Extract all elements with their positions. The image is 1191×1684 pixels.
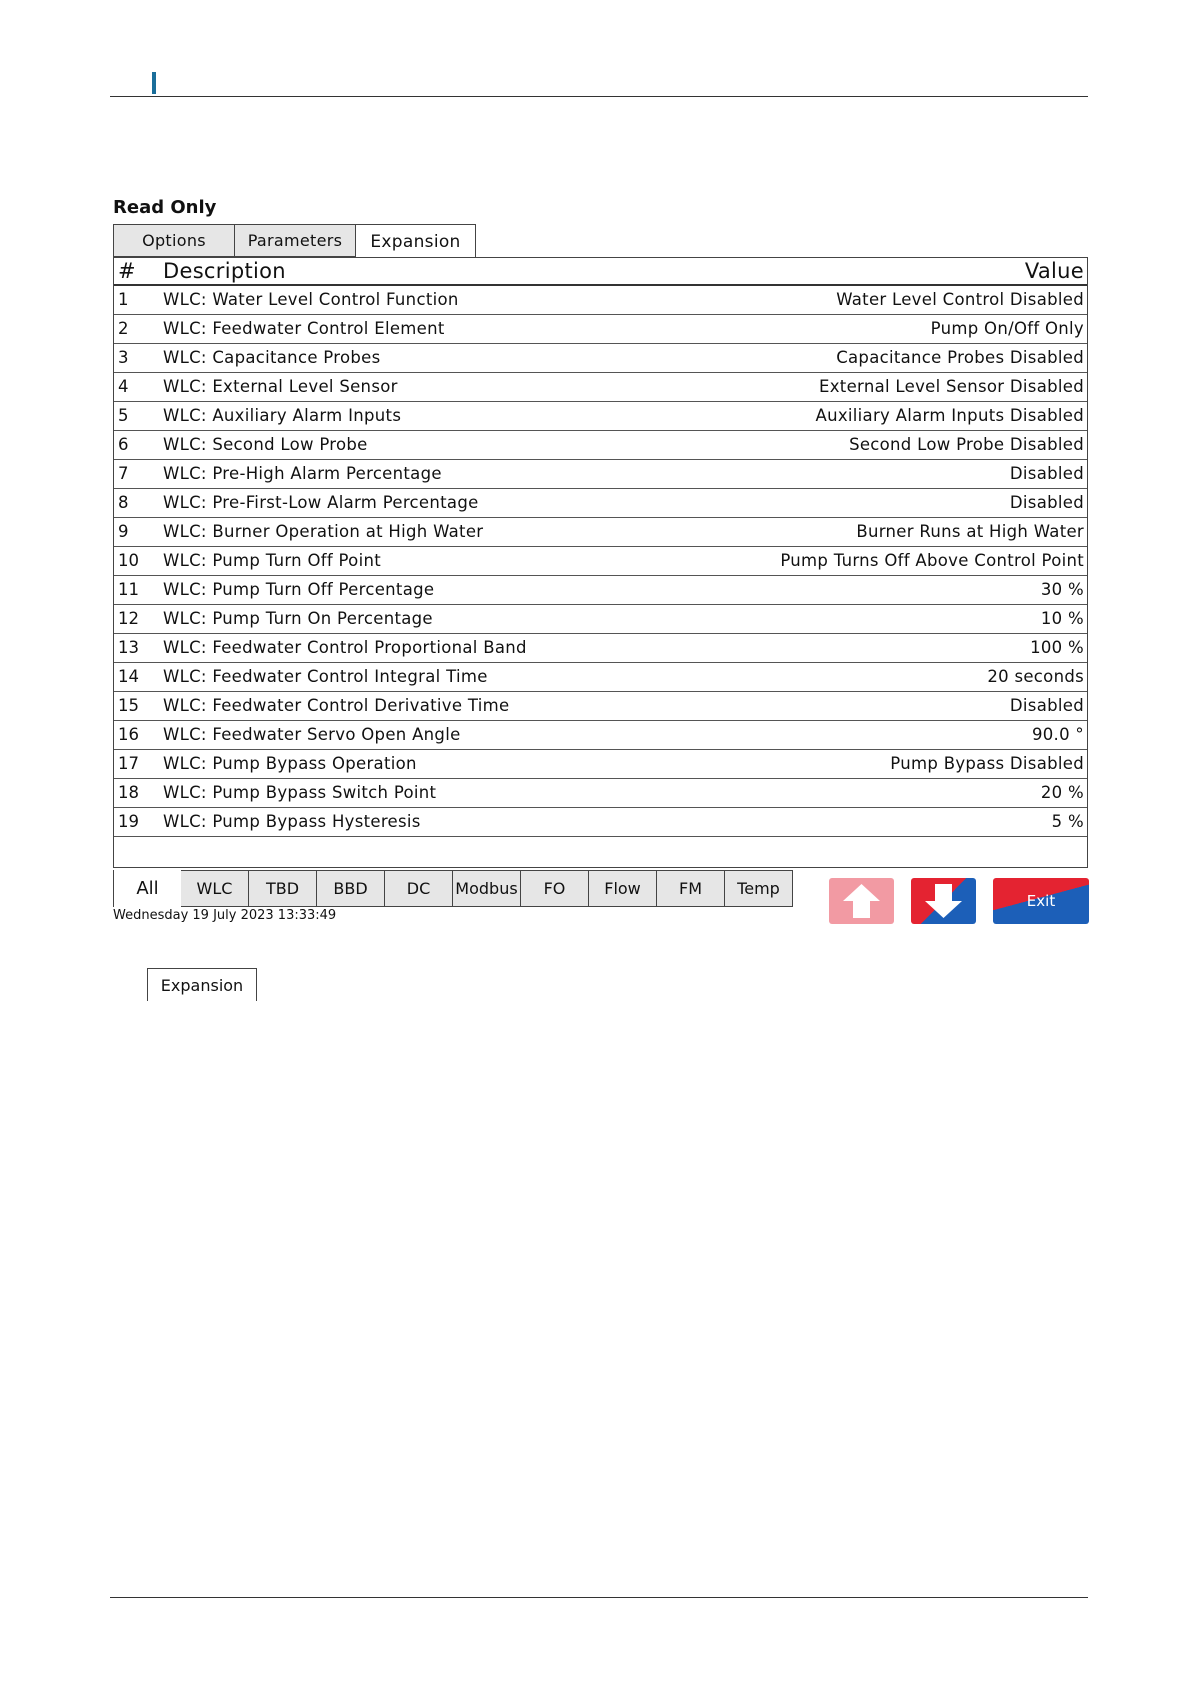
category-tab-wlc[interactable]: WLC [181, 870, 249, 907]
row-value: 90.0 ° [1031, 725, 1084, 744]
category-tab-modbus[interactable]: Modbus [453, 870, 521, 907]
mode-label: Read Only [113, 197, 217, 218]
row-number: 16 [118, 725, 139, 744]
row-description: WLC: Burner Operation at High Water [163, 522, 484, 541]
parameter-table [113, 257, 1088, 868]
row-value: Disabled [1009, 493, 1084, 512]
row-number: 4 [118, 377, 129, 396]
exit-button[interactable]: Exit [993, 878, 1089, 924]
category-tab-fo[interactable]: FO [521, 870, 589, 907]
row-description: WLC: Feedwater Control Integral Time [163, 667, 488, 686]
row-number: 18 [118, 783, 139, 802]
caption-tab-expansion: Expansion [147, 968, 257, 1001]
row-description: WLC: Pump Bypass Operation [163, 754, 417, 773]
row-value: Capacitance Probes Disabled [836, 348, 1084, 367]
row-description: WLC: Pump Turn Off Percentage [163, 580, 435, 599]
row-description: WLC: Pump Bypass Switch Point [163, 783, 437, 802]
category-tab-all[interactable]: All [113, 870, 181, 907]
row-number: 11 [118, 580, 139, 599]
top-tab-bar [113, 224, 476, 257]
row-number: 19 [118, 812, 139, 831]
row-description: WLC: Pump Turn Off Point [163, 551, 381, 570]
row-number: 3 [118, 348, 129, 367]
table-row[interactable] [114, 750, 1087, 779]
row-description: WLC: Feedwater Control Element [163, 319, 445, 338]
table-row[interactable] [114, 605, 1087, 634]
table-row[interactable] [114, 431, 1087, 460]
row-value: Water Level Control Disabled [836, 290, 1084, 309]
row-description: WLC: External Level Sensor [163, 377, 398, 396]
table-row[interactable] [114, 779, 1087, 808]
table-row[interactable] [114, 576, 1087, 605]
row-description: WLC: Second Low Probe [163, 435, 368, 454]
category-tab-dc[interactable]: DC [385, 870, 453, 907]
row-description: WLC: Pre-First-Low Alarm Percentage [163, 493, 479, 512]
row-value: Pump On/Off Only [930, 319, 1084, 338]
category-tab-tbd[interactable]: TBD [249, 870, 317, 907]
page-header-mark [152, 72, 156, 94]
row-number: 13 [118, 638, 139, 657]
row-number: 8 [118, 493, 129, 512]
row-number: 12 [118, 609, 139, 628]
row-number: 1 [118, 290, 129, 309]
table-row[interactable] [114, 373, 1087, 402]
row-number: 2 [118, 319, 129, 338]
row-value: Auxiliary Alarm Inputs Disabled [815, 406, 1084, 425]
table-row[interactable] [114, 402, 1087, 431]
table-row[interactable] [114, 808, 1087, 837]
row-number: 17 [118, 754, 139, 773]
category-tab-temp[interactable]: Temp [725, 870, 793, 907]
datetime-readout: Wednesday 19 July 2023 13:33:49 [113, 908, 337, 923]
row-number: 9 [118, 522, 129, 541]
column-header-value: Value [1024, 259, 1084, 283]
scroll-down-button[interactable] [911, 878, 976, 924]
row-value: 10 % [1040, 609, 1084, 628]
row-number: 6 [118, 435, 129, 454]
row-number: 5 [118, 406, 129, 425]
row-value: 5 % [1051, 812, 1084, 831]
table-row[interactable] [114, 518, 1087, 547]
page-header-rule [110, 96, 1088, 97]
table-row[interactable] [114, 460, 1087, 489]
table-row[interactable] [114, 692, 1087, 721]
row-value: Disabled [1009, 696, 1084, 715]
table-row[interactable] [114, 489, 1087, 518]
row-description: WLC: Capacitance Probes [163, 348, 381, 367]
table-row[interactable] [114, 663, 1087, 692]
row-description: WLC: Pump Bypass Hysteresis [163, 812, 421, 831]
category-tab-flow[interactable]: Flow [589, 870, 657, 907]
table-row[interactable] [114, 344, 1087, 373]
row-description: WLC: Feedwater Control Derivative Time [163, 696, 510, 715]
table-row[interactable] [114, 547, 1087, 576]
tab-parameters[interactable]: Parameters [234, 224, 355, 257]
row-value: 30 % [1040, 580, 1084, 599]
row-value: Pump Turns Off Above Control Point [780, 551, 1084, 570]
row-value: 20 % [1040, 783, 1084, 802]
category-tab-fm[interactable]: FM [657, 870, 725, 907]
row-value: Second Low Probe Disabled [849, 435, 1084, 454]
row-value: Pump Bypass Disabled [890, 754, 1084, 773]
table-row[interactable] [114, 634, 1087, 663]
row-value: 20 seconds [987, 667, 1084, 686]
row-description: WLC: Auxiliary Alarm Inputs [163, 406, 402, 425]
row-description: WLC: Feedwater Control Proportional Band [163, 638, 527, 657]
row-number: 15 [118, 696, 139, 715]
category-tab-bbd[interactable]: BBD [317, 870, 385, 907]
arrow-down-icon [923, 882, 964, 920]
row-number: 14 [118, 667, 139, 686]
row-value: External Level Sensor Disabled [819, 377, 1084, 396]
tab-options[interactable]: Options [113, 224, 234, 257]
row-description: WLC: Water Level Control Function [163, 290, 459, 309]
table-row[interactable] [114, 315, 1087, 344]
row-number: 7 [118, 464, 129, 483]
row-value: Burner Runs at High Water [856, 522, 1084, 541]
row-value: Disabled [1009, 464, 1084, 483]
table-row[interactable] [114, 721, 1087, 750]
row-description: WLC: Pump Turn On Percentage [163, 609, 433, 628]
arrow-up-icon [841, 882, 882, 920]
table-header-row [114, 258, 1087, 286]
tab-expansion[interactable]: Expansion [355, 224, 476, 259]
category-tab-bar [113, 870, 793, 907]
page-footer-rule [110, 1597, 1088, 1598]
row-number: 10 [118, 551, 139, 570]
column-header-description: Description [163, 259, 286, 283]
row-description: WLC: Pre-High Alarm Percentage [163, 464, 442, 483]
row-description: WLC: Feedwater Servo Open Angle [163, 725, 461, 744]
scroll-up-button[interactable] [829, 878, 894, 924]
row-value: 100 % [1030, 638, 1084, 657]
table-row[interactable] [114, 286, 1087, 315]
column-header-number: # [118, 259, 136, 283]
